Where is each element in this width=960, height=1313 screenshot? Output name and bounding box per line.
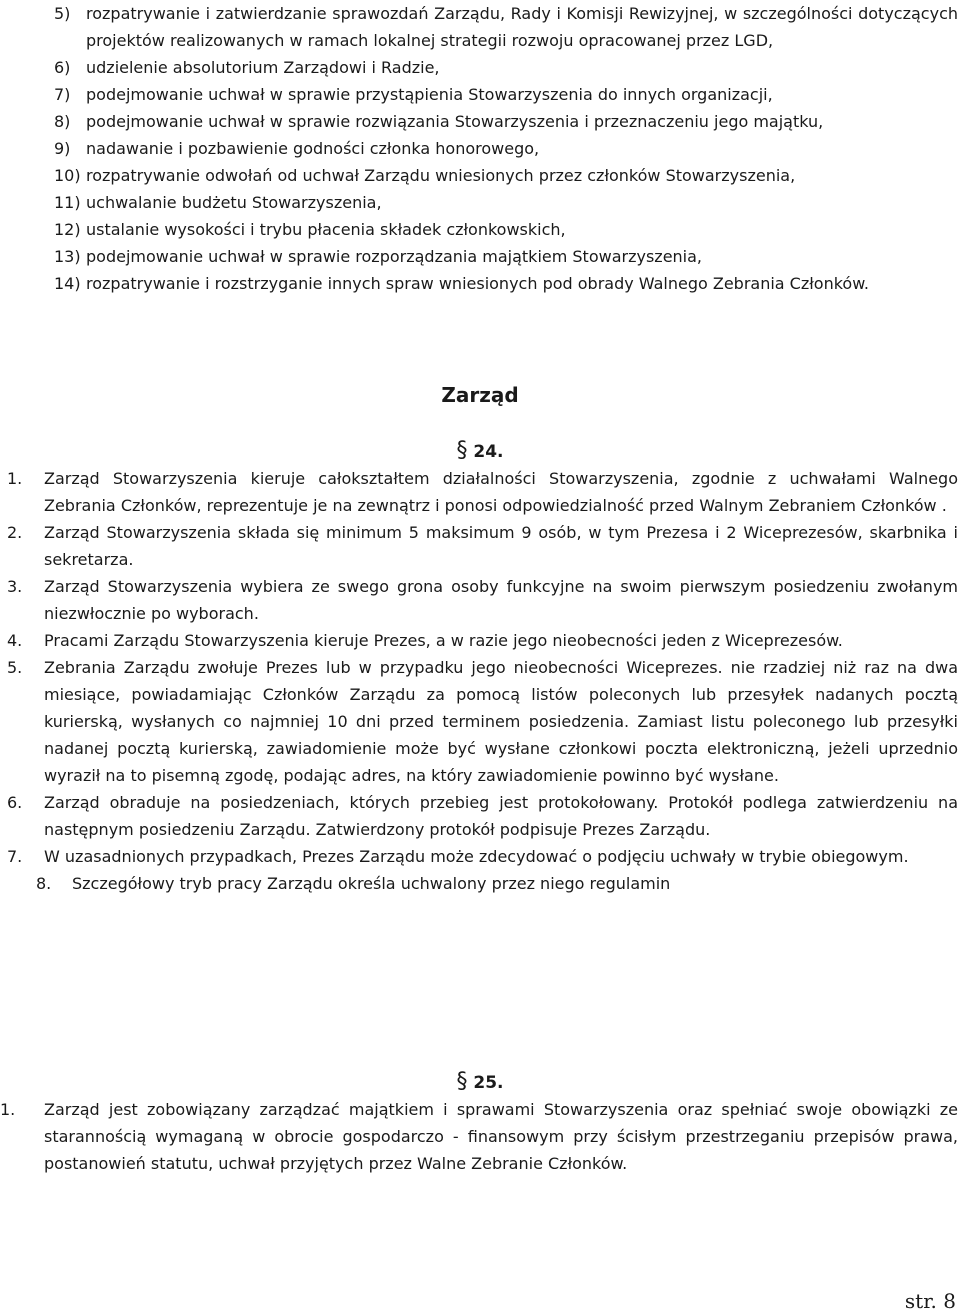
list-item	[7, 843, 958, 870]
section-symbol: §	[456, 438, 468, 463]
list-item-number: 3.	[7, 577, 23, 596]
list-item-number: 5)	[54, 4, 71, 23]
list-item-number: 1.	[0, 1100, 16, 1119]
paragraph-24-list	[0, 465, 960, 897]
list-item-number: 1.	[7, 469, 23, 488]
list-item	[54, 243, 958, 270]
list-item-number: 9)	[54, 139, 71, 158]
page-number: str. 8	[904, 1289, 956, 1313]
paragraph-25-list	[0, 1096, 960, 1177]
paragraph-24-heading	[0, 437, 960, 466]
list-item-number: 6)	[54, 58, 71, 77]
list-item-text: Szczegółowy tryb pracy Zarządu określa uchwalony przez niego regulamin	[72, 874, 671, 893]
list-item-text: nadawanie i pozbawienie godności członka honorowego,	[86, 139, 540, 158]
list-item	[54, 162, 958, 189]
list-item-text: podejmowanie uchwał w sprawie rozwiązania Stowarzyszenia i przeznaczeniu jego majątku,	[86, 112, 824, 131]
list-item-number: 11)	[54, 193, 81, 212]
list-item-number: 4.	[7, 631, 23, 650]
list-item-text: rozpatrywanie odwołań od uchwał Zarządu wniesionych przez członków Stowarzyszenia,	[86, 166, 796, 185]
list-item-number: 8.	[36, 874, 52, 893]
list-item	[7, 519, 958, 573]
list-item-text: Pracami Zarządu Stowarzyszenia kieruje Prezes, a w razie jego nieobecności jeden z Wiceprezesów.	[44, 631, 843, 650]
paragraph-number: 25.	[473, 1073, 504, 1093]
section-symbol: §	[456, 1069, 468, 1094]
list-item-number: 13)	[54, 247, 81, 266]
list-item-number: 7)	[54, 85, 71, 104]
list-item	[7, 789, 958, 843]
list-item-text: udzielenie absolutorium Zarządowi i Radzie,	[86, 58, 440, 77]
list-item-text: uchwalanie budżetu Stowarzyszenia,	[86, 193, 382, 212]
list-item-text: ustalanie wysokości i trybu płacenia składek członkowskich,	[86, 220, 566, 239]
list-item-text: Zarząd jest zobowiązany zarządzać majątkiem i sprawami Stowarzyszenia oraz spełniać swoje obowiązki ze starannością wymaganą w obrocie gospodarczo - finansowym przy ścisłym przestrzeganiu przepisów prawa, postanowień statutu, uchwał przyjętych przez Walne Zebranie Członków.	[44, 1100, 958, 1173]
list-item-number: 6.	[7, 793, 23, 812]
list-item	[7, 627, 958, 654]
list-item	[36, 870, 958, 897]
list-item-text: podejmowanie uchwał w sprawie przystąpienia Stowarzyszenia do innych organizacji,	[86, 85, 773, 104]
paragraph-25-heading	[0, 1068, 960, 1097]
list-item-text: W uzasadnionych przypadkach, Prezes Zarządu może zdecydować o podjęciu uchwały w trybie obiegowym.	[44, 847, 909, 866]
list-item-number: 12)	[54, 220, 81, 239]
list-item	[54, 0, 958, 54]
list-item	[7, 465, 958, 519]
list-item	[54, 81, 958, 108]
list-item-text: Zebrania Zarządu zwołuje Prezes lub w przypadku jego nieobecności Wiceprezes. nie rzadziej niż raz na dwa miesiące, powiadamiając Członków Zarządu za pomocą listów poleconych lub przesyłek nadanych pocztą kurierską, wysłanych co najmniej 10 dni przed terminem posiedzenia. Zamiast listu poleconego lub przesyłki nadanej pocztą kurierską, zawiadomienie może być wysłane członkowi poczta elektroniczną, jeżeli uprzednio wyraził na to pisemną zgodę, podając adres, na który zawiadomienie powinno być wysłane.	[44, 658, 958, 785]
list-item	[54, 54, 958, 81]
list-item-text: Zarząd Stowarzyszenia składa się minimum 5 maksimum 9 osób, w tym Prezesa i 2 Wiceprezesów, skarbnika i sekretarza.	[44, 523, 958, 569]
paragraph-number: 24.	[473, 442, 504, 462]
list-item-number: 8)	[54, 112, 71, 131]
list-item-number: 2.	[7, 523, 23, 542]
powers-list	[0, 0, 960, 297]
list-item-number: 10)	[54, 166, 81, 185]
list-item	[54, 108, 958, 135]
list-item	[54, 135, 958, 162]
list-item-number: 7.	[7, 847, 23, 866]
list-item-text: rozpatrywanie i rozstrzyganie innych spraw wniesionych pod obrady Walnego Zebrania Członków.	[86, 274, 869, 293]
list-item	[54, 189, 958, 216]
list-item-text: Zarząd Stowarzyszenia kieruje całokształtem działalności Stowarzyszenia, zgodnie z uchwałami Walnego Zebrania Członków, reprezentuje je na zewnątrz i ponosi odpowiedzialność przed Walnym Zebraniem Członków .	[44, 469, 958, 515]
list-item-number: 5.	[7, 658, 23, 677]
list-item	[54, 216, 958, 243]
list-item	[0, 1096, 958, 1177]
list-item-text: Zarząd Stowarzyszenia wybiera ze swego grona osoby funkcyjne na swoim pierwszym posiedzeniu zwołanym niezwłocznie po wyborach.	[44, 577, 958, 623]
list-item-text: Zarząd obraduje na posiedzeniach, których przebieg jest protokołowany. Protokół podlega zatwierdzeniu na następnym posiedzeniu Zarządu. Zatwierdzony protokół podpisuje Prezes Zarządu.	[44, 793, 958, 839]
list-item-text: podejmowanie uchwał w sprawie rozporządzania majątkiem Stowarzyszenia,	[86, 247, 703, 266]
list-item-number: 14)	[54, 274, 81, 293]
list-item	[54, 270, 958, 297]
list-item	[7, 654, 958, 789]
list-item	[7, 573, 958, 627]
list-item-text: rozpatrywanie i zatwierdzanie sprawozdań Zarządu, Rady i Komisji Rewizyjnej, w szczególności dotyczących projektów realizowanych w ramach lokalnej strategii rozwoju opracowanej przez LGD,	[86, 4, 958, 50]
section-heading: Zarząd	[441, 383, 519, 407]
